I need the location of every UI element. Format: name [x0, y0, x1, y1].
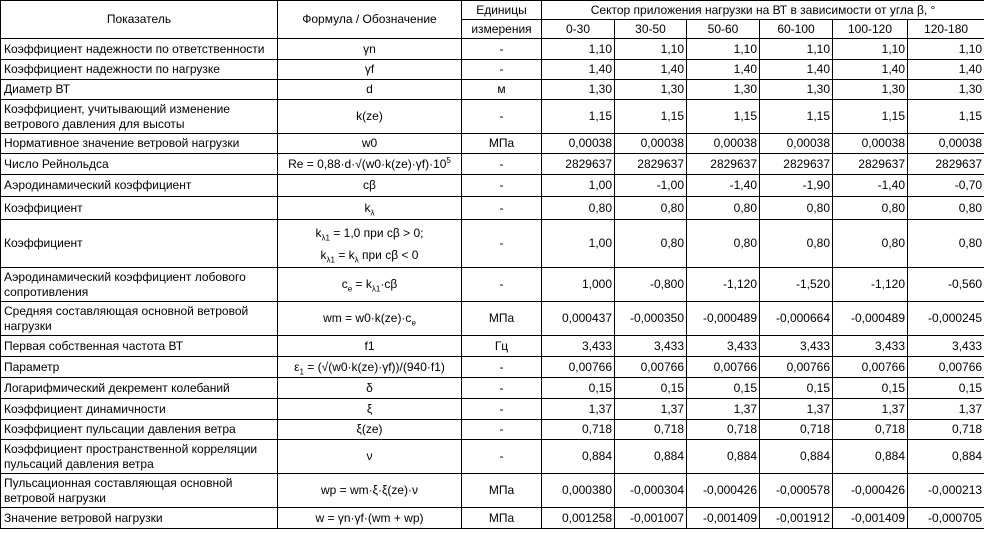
row-value: -0,000426 — [687, 474, 760, 508]
row-value: -0,000304 — [615, 474, 687, 508]
row-value: -0,000664 — [760, 302, 833, 336]
row-value: 0,00038 — [687, 134, 760, 154]
row-unit: - — [462, 175, 542, 197]
header-sector-2: 50-60 — [687, 20, 760, 39]
row-value: 0,80 — [687, 197, 760, 220]
row-name: Коэффициент пульсации давления ветра — [1, 420, 278, 440]
row-value: 0,884 — [687, 440, 760, 474]
row-value: -1,40 — [687, 175, 760, 197]
row-formula: ξ(ze) — [278, 420, 462, 440]
row-formula: w = γn·γf·(wm + wp) — [278, 508, 462, 529]
row-value: 1,000 — [542, 268, 615, 302]
row-value: 0,718 — [687, 420, 760, 440]
row-value: 3,433 — [833, 336, 908, 357]
row-value: 2829637 — [760, 154, 833, 175]
row-value: 3,433 — [908, 336, 984, 357]
row-value: -0,001409 — [833, 508, 908, 529]
row-formula: ξ — [278, 399, 462, 420]
row-name: Коэффициент пространственной корреляции пульсаций давления ветра — [1, 440, 278, 474]
row-value: 0,00766 — [833, 357, 908, 378]
row-formula: k(ze) — [278, 100, 462, 134]
header-sector-1: 30-50 — [615, 20, 687, 39]
row-value: 1,30 — [542, 80, 615, 100]
table-row — [1, 440, 984, 474]
table-row — [1, 357, 984, 378]
row-unit: - — [462, 420, 542, 440]
header-sector: Сектор приложения нагрузки на ВТ в зависимости от угла β, ° — [542, 1, 984, 20]
row-value: -0,000489 — [833, 302, 908, 336]
table-row — [1, 197, 984, 220]
row-formula — [278, 197, 462, 220]
row-value: 0,00038 — [760, 134, 833, 154]
row-value: 1,15 — [542, 100, 615, 134]
row-name: Коэффициент надежности по ответственности — [1, 39, 278, 60]
row-formula — [278, 154, 462, 175]
row-value: 0,00766 — [908, 357, 984, 378]
row-name: Число Рейнольдса — [1, 154, 278, 175]
row-value: 2829637 — [615, 154, 687, 175]
table-row — [1, 399, 984, 420]
row-value: 0,80 — [542, 197, 615, 220]
row-formula: wm = $w0\cdot k(ze)\cdot c_e$ — [278, 302, 462, 336]
formula-text: Re = 0,88·d·√(w0·k(ze)·γf)·10 — [288, 156, 447, 171]
row-formula: δ — [278, 378, 462, 399]
row-value: 0,884 — [760, 440, 833, 474]
row-value: 1,15 — [833, 100, 908, 134]
table-row — [1, 39, 984, 60]
row-value: 1,40 — [542, 60, 615, 80]
row-value: 0,00766 — [615, 357, 687, 378]
table-row — [1, 100, 984, 134]
row-value: 1,15 — [615, 100, 687, 134]
formula-line-2: $k_{\lambda 1} = k_\lambda$ при cβ < 0 — [320, 247, 419, 264]
row-value: -0,560 — [908, 268, 984, 302]
header-sector-0: 0-30 — [542, 20, 615, 39]
table-row — [1, 302, 984, 336]
row-name: Коэффициент — [1, 220, 278, 268]
row-unit: - — [462, 197, 542, 220]
row-formula: w0 — [278, 134, 462, 154]
row-value: 1,15 — [687, 100, 760, 134]
row-value: 0,718 — [833, 420, 908, 440]
row-value: -0,001912 — [760, 508, 833, 529]
row-value: 0,001258 — [542, 508, 615, 529]
table-row — [1, 80, 984, 100]
row-value: 0,000437 — [542, 302, 615, 336]
row-value: 0,884 — [542, 440, 615, 474]
row-value: 0,884 — [615, 440, 687, 474]
row-name: Аэродинамический коэффициент — [1, 175, 278, 197]
row-formula: $c_e = k_{\lambda 1}\cdot c\beta$ — [278, 268, 462, 302]
row-value: 0,15 — [908, 378, 984, 399]
row-value: 0,00766 — [542, 357, 615, 378]
row-unit: - — [462, 399, 542, 420]
row-formula: γf — [278, 60, 462, 80]
row-value: 0,80 — [908, 220, 984, 268]
row-unit: - — [462, 440, 542, 474]
row-unit: - — [462, 100, 542, 134]
row-value: 1,37 — [833, 399, 908, 420]
row-value: 1,40 — [615, 60, 687, 80]
row-value: 1,40 — [687, 60, 760, 80]
row-value: 0,00766 — [760, 357, 833, 378]
row-value: -1,120 — [833, 268, 908, 302]
row-name: Нормативное значение ветровой нагрузки — [1, 134, 278, 154]
row-unit: - — [462, 268, 542, 302]
header-sector-3: 60-100 — [760, 20, 833, 39]
row-value: -1,40 — [833, 175, 908, 197]
row-value: 3,433 — [615, 336, 687, 357]
formula-exponent: 5 — [446, 155, 451, 165]
row-value: 0,80 — [615, 220, 687, 268]
row-name: Аэродинамический коэффициент лобового сопротивления — [1, 268, 278, 302]
row-value: 0,000380 — [542, 474, 615, 508]
row-formula: γn — [278, 39, 462, 60]
row-value: 1,40 — [833, 60, 908, 80]
table-row — [1, 60, 984, 80]
table-row — [1, 268, 984, 302]
row-name: Коэффициент, учитывающий изменение ветрового давления для высоты — [1, 100, 278, 134]
row-value: 1,10 — [833, 39, 908, 60]
row-value: 1,30 — [615, 80, 687, 100]
row-value: 0,15 — [760, 378, 833, 399]
row-value: 0,15 — [615, 378, 687, 399]
header-units-line2: измерения — [462, 20, 542, 39]
row-value: 0,718 — [615, 420, 687, 440]
row-value: 1,37 — [908, 399, 984, 420]
row-unit: - — [462, 60, 542, 80]
row-value: 1,30 — [760, 80, 833, 100]
row-formula: cβ — [278, 175, 462, 197]
table-row — [1, 175, 984, 197]
row-name: Коэффициент — [1, 197, 278, 220]
row-value: 0,00038 — [908, 134, 984, 154]
row-value: -0,000245 — [908, 302, 984, 336]
table-row — [1, 474, 984, 508]
row-value: 1,10 — [542, 39, 615, 60]
table-row — [1, 134, 984, 154]
row-value: 1,15 — [908, 100, 984, 134]
row-formula: $\varepsilon_1 = (√(w0\cdot k(ze)\cdot\gamma f))/(940\cdot f1)$ — [278, 357, 462, 378]
header-name: Показатель — [1, 1, 278, 39]
row-value: 1,30 — [908, 80, 984, 100]
row-value: 0,80 — [687, 220, 760, 268]
row-value: 2829637 — [833, 154, 908, 175]
row-value: 0,00038 — [615, 134, 687, 154]
row-value: 0,80 — [760, 197, 833, 220]
header-formula: Формула / Обозначение — [278, 1, 462, 39]
header-sector-4: 100-120 — [833, 20, 908, 39]
row-value: 0,15 — [542, 378, 615, 399]
table-row — [1, 508, 984, 529]
row-value: 1,00 — [542, 175, 615, 197]
table-row — [1, 220, 984, 268]
row-value: -0,000426 — [833, 474, 908, 508]
formula-text: k — [364, 200, 371, 215]
row-value: 0,80 — [833, 220, 908, 268]
row-value: 1,37 — [542, 399, 615, 420]
row-unit: МПа — [462, 134, 542, 154]
row-value: -0,000578 — [760, 474, 833, 508]
row-value: 0,80 — [833, 197, 908, 220]
row-value: -1,120 — [687, 268, 760, 302]
row-value: 0,00038 — [542, 134, 615, 154]
row-value: 1,37 — [687, 399, 760, 420]
row-name: Коэффициент динамичности — [1, 399, 278, 420]
row-value: 0,00038 — [833, 134, 908, 154]
row-name: Параметр — [1, 357, 278, 378]
row-unit: Гц — [462, 336, 542, 357]
row-value: -0,000489 — [687, 302, 760, 336]
row-unit: - — [462, 378, 542, 399]
row-unit: - — [462, 220, 542, 268]
row-value: -0,000350 — [615, 302, 687, 336]
row-unit: МПа — [462, 474, 542, 508]
row-value: -0,001409 — [687, 508, 760, 529]
row-value: 0,80 — [760, 220, 833, 268]
row-value: -0,001007 — [615, 508, 687, 529]
row-value: 0,884 — [908, 440, 984, 474]
row-name: Логарифмический декремент колебаний — [1, 378, 278, 399]
header-sector-5: 120-180 — [908, 20, 984, 39]
row-value: 1,37 — [615, 399, 687, 420]
row-unit: - — [462, 154, 542, 175]
row-value: 0,80 — [908, 197, 984, 220]
row-formula: wp = wm·ξ·ξ(ze)·ν — [278, 474, 462, 508]
row-name: Средняя составляющая основной ветровой нагрузки — [1, 302, 278, 336]
row-unit: МПа — [462, 302, 542, 336]
row-unit: - — [462, 357, 542, 378]
header-units-line1: Единицы — [462, 1, 542, 20]
row-unit: - — [462, 39, 542, 60]
row-value: 1,10 — [908, 39, 984, 60]
row-value: 0,15 — [687, 378, 760, 399]
row-value: 0,00766 — [687, 357, 760, 378]
row-unit: м — [462, 80, 542, 100]
row-formula — [278, 220, 462, 268]
row-value: 1,30 — [833, 80, 908, 100]
row-value: -1,90 — [760, 175, 833, 197]
row-value: 0,80 — [615, 197, 687, 220]
row-value: 1,10 — [615, 39, 687, 60]
row-value: 0,718 — [908, 420, 984, 440]
row-formula: ν — [278, 440, 462, 474]
row-value: 1,10 — [687, 39, 760, 60]
row-value: 3,433 — [687, 336, 760, 357]
table-row — [1, 420, 984, 440]
row-value: 1,40 — [908, 60, 984, 80]
row-value: -0,000213 — [908, 474, 984, 508]
table-row — [1, 336, 984, 357]
row-value: 0,15 — [833, 378, 908, 399]
row-value: 3,433 — [760, 336, 833, 357]
row-unit: МПа — [462, 508, 542, 529]
row-value: -1,520 — [760, 268, 833, 302]
row-value: 2829637 — [542, 154, 615, 175]
row-value: 1,37 — [760, 399, 833, 420]
row-value: 1,15 — [760, 100, 833, 134]
row-name: Пульсационная составляющая основной ветровой нагрузки — [1, 474, 278, 508]
row-value: 3,433 — [542, 336, 615, 357]
row-value: 0,718 — [760, 420, 833, 440]
row-value: -0,800 — [615, 268, 687, 302]
row-value: 1,00 — [542, 220, 615, 268]
row-value: -0,70 — [908, 175, 984, 197]
row-name: Коэффициент надежности по нагрузке — [1, 60, 278, 80]
formula-subscript: λ — [370, 207, 375, 217]
row-value: -1,00 — [615, 175, 687, 197]
row-value: 2829637 — [908, 154, 984, 175]
row-formula: d — [278, 80, 462, 100]
row-formula: f1 — [278, 336, 462, 357]
row-name: Первая собственная частота ВТ — [1, 336, 278, 357]
row-value: 1,40 — [760, 60, 833, 80]
table-row — [1, 154, 984, 175]
row-name: Диаметр ВТ — [1, 80, 278, 100]
table-row — [1, 378, 984, 399]
row-value: 0,718 — [542, 420, 615, 440]
row-value: 0,884 — [833, 440, 908, 474]
formula-line-1: $k_{\lambda 1} = 1,0$ при cβ > 0; — [315, 225, 424, 242]
row-value: -0,000705 — [908, 508, 984, 529]
row-name: Значение ветровой нагрузки — [1, 508, 278, 529]
row-value: 2829637 — [687, 154, 760, 175]
row-value: 1,10 — [760, 39, 833, 60]
row-value: 1,30 — [687, 80, 760, 100]
